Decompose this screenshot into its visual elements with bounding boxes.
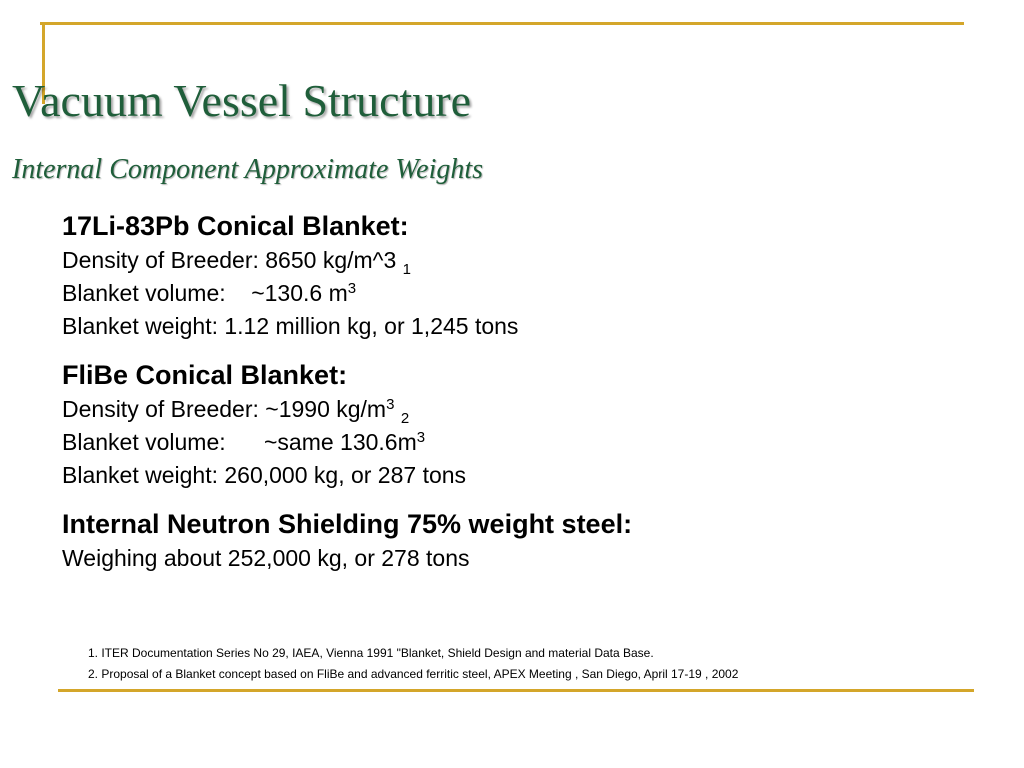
- lipb-weight-line: Blanket weight: 1.12 million kg, or 1,245 tons: [62, 313, 519, 339]
- shielding-weight-line: Weighing about 252,000 kg, or 278 tons: [62, 545, 470, 571]
- lipb-density-line: [62, 244, 962, 277]
- slide-title: Vacuum Vessel Structure: [12, 75, 472, 126]
- flibe-volume-line: [62, 426, 962, 459]
- flibe-density-line: [62, 393, 962, 426]
- footnote-2: 2. Proposal of a Blanket concept based on FliBe and advanced ferritic steel, APEX Meeting , San Diego, April 17-19 , 2002: [88, 667, 739, 681]
- footnotes: [88, 643, 738, 685]
- top-accent-line: [40, 22, 964, 25]
- lipb-density-text: Density of Breeder: 8650 kg/m^3: [62, 247, 403, 273]
- flibe-density-text: Density of Breeder: ~1990 kg/m: [62, 396, 387, 422]
- lipb-blanket-section: [62, 208, 962, 343]
- slide-subtitle: Internal Component Approximate Weights: [12, 154, 484, 185]
- lipb-volume-line: [62, 277, 962, 310]
- flibe-density-exponent: 3: [386, 396, 395, 413]
- flibe-blanket-section: [62, 357, 962, 492]
- lipb-blanket-heading: 17Li-83Pb Conical Blanket:: [62, 211, 409, 241]
- bottom-accent-line: [58, 689, 974, 692]
- flibe-weight-line: Blanket weight: 260,000 kg, or 287 tons: [62, 462, 467, 488]
- flibe-volume-text: Blanket volume: ~same 130.6m: [62, 429, 417, 455]
- shielding-section: [62, 506, 962, 575]
- slide-body: [62, 208, 962, 589]
- flibe-density-reference: 2: [400, 410, 410, 427]
- flibe-volume-exponent: 3: [416, 429, 426, 446]
- lipb-volume-text: Blanket volume: ~130.6 m: [62, 280, 348, 306]
- footnote-1: 1. ITER Documentation Series No 29, IAEA, Vienna 1991 "Blanket, Shield Design and material Data Base.: [88, 646, 654, 660]
- lipb-volume-exponent: 3: [347, 280, 357, 297]
- shielding-heading: Internal Neutron Shielding 75% weight steel:: [62, 509, 633, 539]
- flibe-blanket-heading: FliBe Conical Blanket:: [62, 360, 348, 390]
- lipb-density-reference: 1: [402, 261, 411, 278]
